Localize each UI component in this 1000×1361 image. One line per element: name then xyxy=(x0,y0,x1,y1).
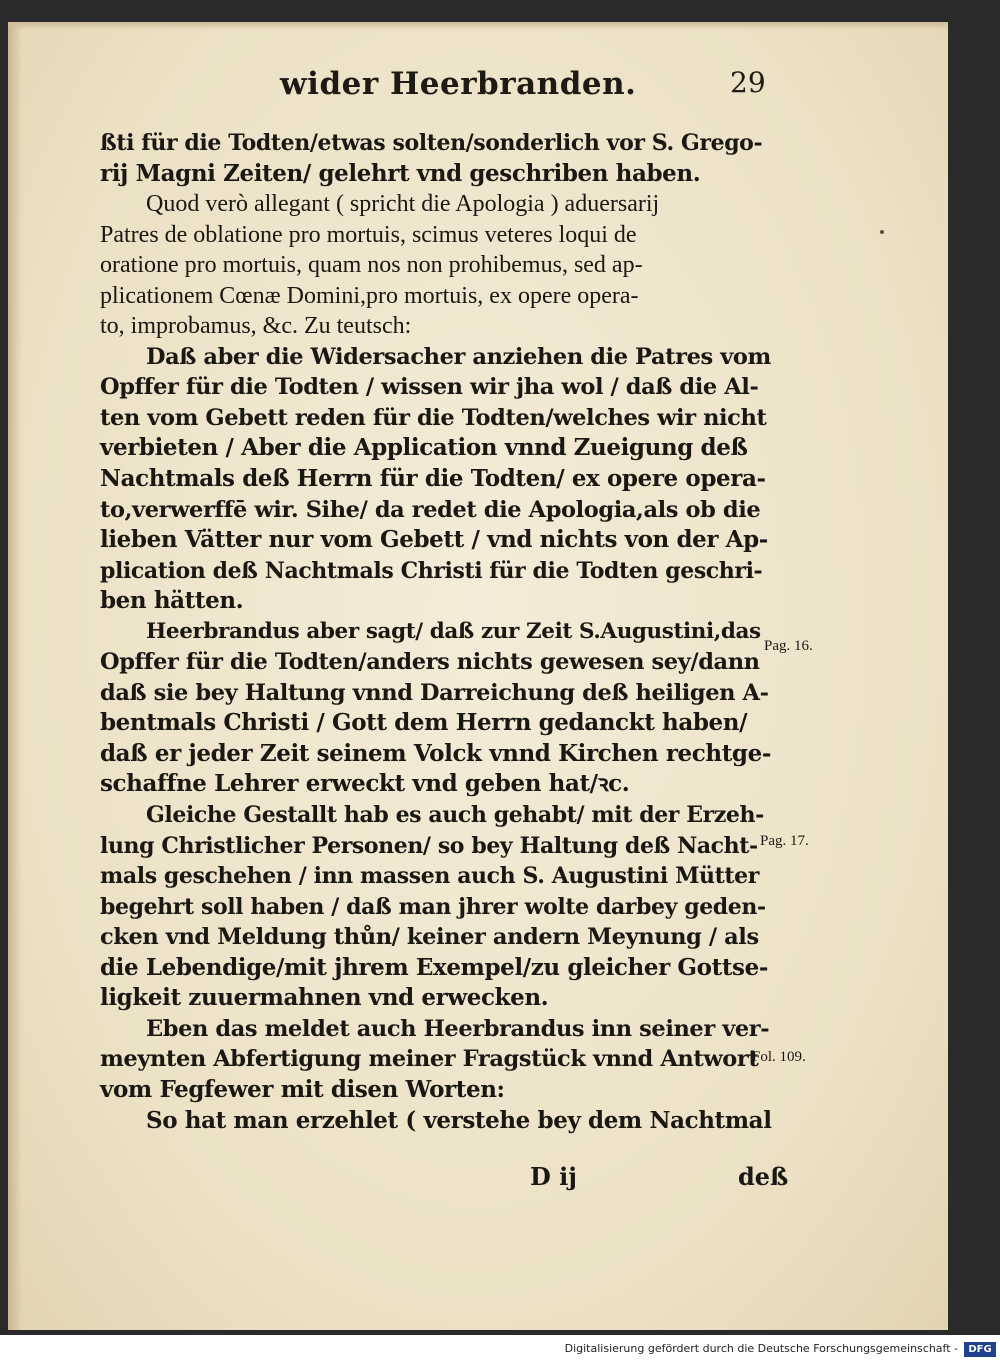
page-top-shadow xyxy=(8,22,948,30)
text-line: Heerbrandus aber sagt/ daß zur Zeit S.Augustini,das xyxy=(146,618,761,644)
text-line: schaffne Lehrer erweckt vnd geben hat/ꝛc. xyxy=(100,770,630,798)
text-line: Daß aber die Widersacher anziehen die Patres vom xyxy=(146,343,771,370)
margin-note: Pag. 17. xyxy=(760,833,809,849)
body-text xyxy=(100,128,772,1136)
text-line: Quod verò allegant ( spricht die Apologia ) aduersarij xyxy=(146,191,660,218)
text-line: Opffer für die Todten/anders nichts gewesen sey/dann xyxy=(100,649,760,676)
catchword: deß xyxy=(738,1162,789,1191)
text-line: plicationem Cœnæ Domini,pro mortuis, ex opere opera- xyxy=(100,282,639,309)
text-line: ßti für die Todten/etwas solten/sonderlich vor S. Grego- xyxy=(100,130,763,156)
text-line: ben hätten. xyxy=(100,587,244,615)
text-line: lieben Vätter nur vom Gebett / vnd nichts von der Ap- xyxy=(100,526,768,554)
text-line: meynten Abfertigung meiner Fragstück vnnd Antwort xyxy=(100,1046,759,1073)
signature-line xyxy=(530,1162,789,1192)
page-number: 29 xyxy=(730,66,766,99)
text-line: cken vnd Meldung thůn/ keiner andern Meynung / als xyxy=(100,924,759,951)
text-line: to, improbamus, &c. Zu teutsch: xyxy=(100,313,412,340)
text-line: vom Fegfewer mit disen Worten: xyxy=(100,1075,505,1103)
paper-speck xyxy=(880,230,884,234)
digitization-credit-bar xyxy=(0,1340,1000,1361)
dfg-logo: DFG xyxy=(964,1342,996,1357)
signature-mark: D ij xyxy=(530,1162,577,1191)
text-line: Opffer für die Todten / wissen wir jha wol / daß die Al- xyxy=(100,374,759,401)
margin-note: Pag. 16. xyxy=(764,638,813,654)
text-line: daß sie bey Haltung vnnd Darreichung deß heiligen A- xyxy=(100,679,769,706)
text-line: Nachtmals deß Herrn für die Todten/ ex opere opera- xyxy=(100,465,766,493)
credit-text: Digitalisierung gefördert durch die Deutsche Forschungsgemeinschaft - xyxy=(564,1342,958,1355)
text-line: So hat man erzehlet ( verstehe bey dem Nachtmal xyxy=(146,1106,772,1134)
text-line: lung Christlicher Personen/ so bey Haltung deß Nacht- xyxy=(100,832,758,859)
text-line: die Lebendige/mit jhrem Exempel/zu gleicher Gottse- xyxy=(100,953,768,981)
text-line: Eben das meldet auch Heerbrandus inn seiner ver- xyxy=(146,1015,770,1042)
running-head: wider Heerbranden. xyxy=(280,66,637,102)
text-line: oratione pro mortuis, quam nos non prohibemus, sed ap- xyxy=(100,252,643,279)
text-line: Gleiche Gestallt hab es auch gehabt/ mit der Erzeh- xyxy=(146,802,764,829)
text-line: Patres de oblatione pro mortuis, scimus veteres loqui de xyxy=(100,221,637,248)
text-line: verbieten / Aber die Application vnnd Zueigung deß xyxy=(100,434,748,462)
text-line: rij Magni Zeiten/ gelehrt vnd geschriben haben. xyxy=(100,159,701,187)
text-line: to,verwerffē wir. Sihe/ da redet die Apologia,als ob die xyxy=(100,496,761,523)
margin-note: Fol. 109. xyxy=(752,1049,806,1065)
text-line: begehrt soll haben / daß man jhrer wolte darbey geden- xyxy=(100,893,766,920)
text-line: daß er jeder Zeit seinem Volck vnnd Kirchen rechtge- xyxy=(100,739,771,767)
text-line: bentmals Christi / Gott dem Herrn gedanckt haben/ xyxy=(100,709,748,737)
text-line: ten vom Gebett reden für die Todten/welches wir nicht xyxy=(100,404,767,431)
text-line: ligkeit zuuermahnen vnd erwecken. xyxy=(100,984,549,1012)
text-line: mals geschehen / inn massen auch S. Augustini Mütter xyxy=(100,863,759,890)
page-gutter-shadow xyxy=(8,22,22,1330)
text-line: plication deß Nachtmals Christi für die Todten geschri- xyxy=(100,557,763,584)
